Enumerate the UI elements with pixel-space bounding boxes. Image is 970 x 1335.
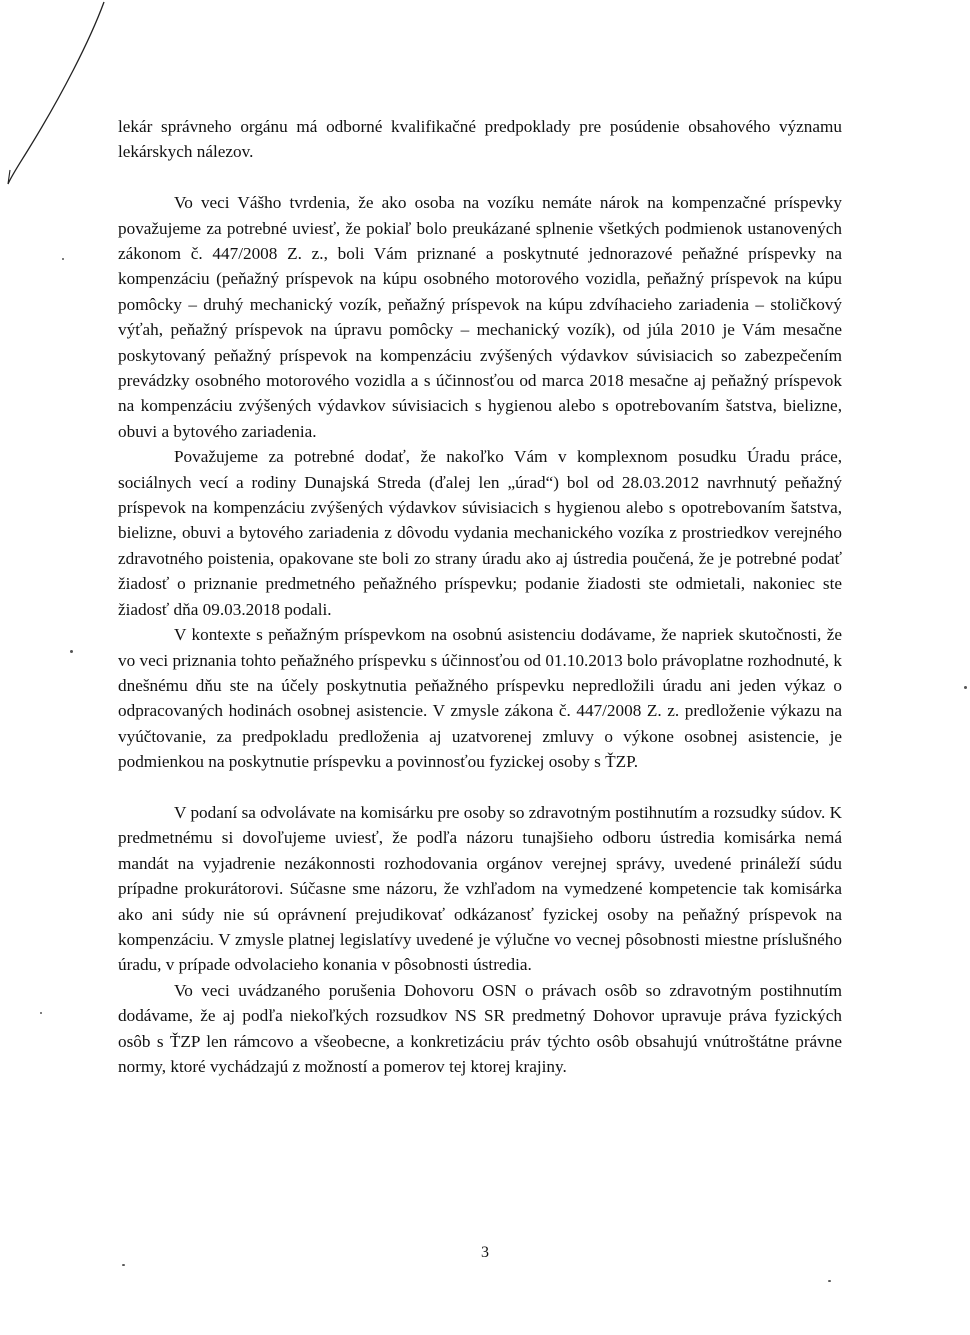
paragraph-6: Vo veci uvádzaného porušenia Dohovoru OSN o právach osôb so zdravotným postihnutím dodávame, že aj podľa niekoľkých rozsudkov NS SR predmetný Dohovor upravuje práva fyzických osôb s ŤZP len rámcovo a všeobecne, a konkretizáciu práv týchto osôb obsahujú vnútroštátne právne normy, ktoré vychádzajú z možností a pomerov tej ktorej krajiny. <box>118 980 842 1076</box>
page-number: 3 <box>481 1244 489 1261</box>
scan-speck <box>964 686 967 689</box>
paragraph-5: V podaní sa odvolávate na komisárku pre osoby so zdravotným postihnutím a rozsudky súdov. K predmetnému si dovoľujeme uviesť, že podľa názoru tunajšieho odboru ústredia komisárka nemá mandát na vyjadrenie nezákonnosti rozhodovania orgánov verejnej správy, uvedené prináleží súdu prípadne prokurátorovi. Súčasne sme názoru, že vzhľadom na vymedzené kompetencie tak komisárka ako ani súdy nie sú oprávnení prejudikovať odkázanosť fyzickej osoby na peňažný príspevok na kompenzáciu. V zmysle platnej legislatívy uvedené je výlučne vo vecnej pôsobnosti miestne príslušného úradu, v prípade odvolacieho konania v pôsobnosti ústredia. <box>118 802 842 975</box>
paragraph-4: V kontexte s peňažným príspevkom na osobnú asistenciu dodávame, že napriek skutočnosti, že vo veci priznania tohto peňažného príspevku s účinnosťou od 01.10.2013 bolo právoplatne rozhodnuté, k dnešnému dňu ste na účely poskytnutia peňažného príspevku nepredložili úradu ani jeden výkaz o odpracovaných hodinách osobnej asistencie. V zmysle zákona č. 447/2008 Z. z. predloženie výkazu na vyúčtovanie, za predpokladu predloženia aj uzatvorenej zmluvy o výkone osobnej asistencie, je podmienkou na poskytnutie príspevku a povinnosťou fyzickej osoby s ŤZP. <box>118 625 842 772</box>
scan-speck <box>122 1264 125 1266</box>
scan-speck <box>62 258 64 260</box>
scan-speck <box>70 650 73 653</box>
paragraph-1: lekár správneho orgánu má odborné kvalifikačné predpoklady pre posúdenie obsahového významu lekárskych nálezov. <box>118 117 842 162</box>
scan-pen-stroke <box>0 0 120 190</box>
paragraph-3: Považujeme za potrebné dodať, že nakoľko Vám v komplexnom posudku Úradu práce, sociálnych vecí a rodiny Dunajská Streda (ďalej len „úrad“) bol od 28.03.2012 navrhnutý peňažný príspevok na kompenzáciu zvýšených výdavkov súvisiacich s hygienou alebo s opotrebovaním šatstva, bielizne, obuvi a bytového zariadenia z dôvodu vydania mechanického vozíka z prostriedkov verejného zdravotného poistenia, opakovane ste boli zo strany úradu ako aj ústredia poučená, že je potrebné podať žiadosť o priznanie predmetného peňažného príspevku; podanie žiadosti ste odmietali, nakoniec ste žiadosť dňa 09.03.2018 podali. <box>118 447 842 619</box>
paragraph-2: Vo veci Vášho tvrdenia, že ako osoba na vozíku nemáte nárok na kompenzačné príspevky považujeme za potrebné uviesť, že pokiaľ bolo preukázané splnenie všetkých podmienok ustanovených zákonom č. 447/2008 Z. z., boli Vám priznané a poskytnuté jednorazové peňažné príspevky na kompenzáciu (peňažný príspevok na kúpu osobného motorového vozidla, peňažný príspevok na kúpu pomôcky – druhý mechanický vozík, peňažný príspevok na kúpu zdvíhacieho zariadenia – stoličkový výťah, peňažný príspevok na úpravu pomôcky – mechanický vozík), od júla 2010 je Vám mesačne poskytovaný peňažný príspevok na kompenzáciu zvýšených výdavkov súvisiacich so zabezpečením prevádzky osobného motorového vozidla a s účinnosťou od marca 2018 mesačne aj peňažný príspevok na kompenzáciu zvýšených výdavkov súvisiacich s hygienou alebo s opotrebovaním šatstva, bielizne, obuvi a bytového zariadenia. <box>118 193 842 441</box>
letter-body <box>118 114 842 1079</box>
scan-speck <box>828 1280 831 1282</box>
scan-speck <box>40 1012 42 1014</box>
